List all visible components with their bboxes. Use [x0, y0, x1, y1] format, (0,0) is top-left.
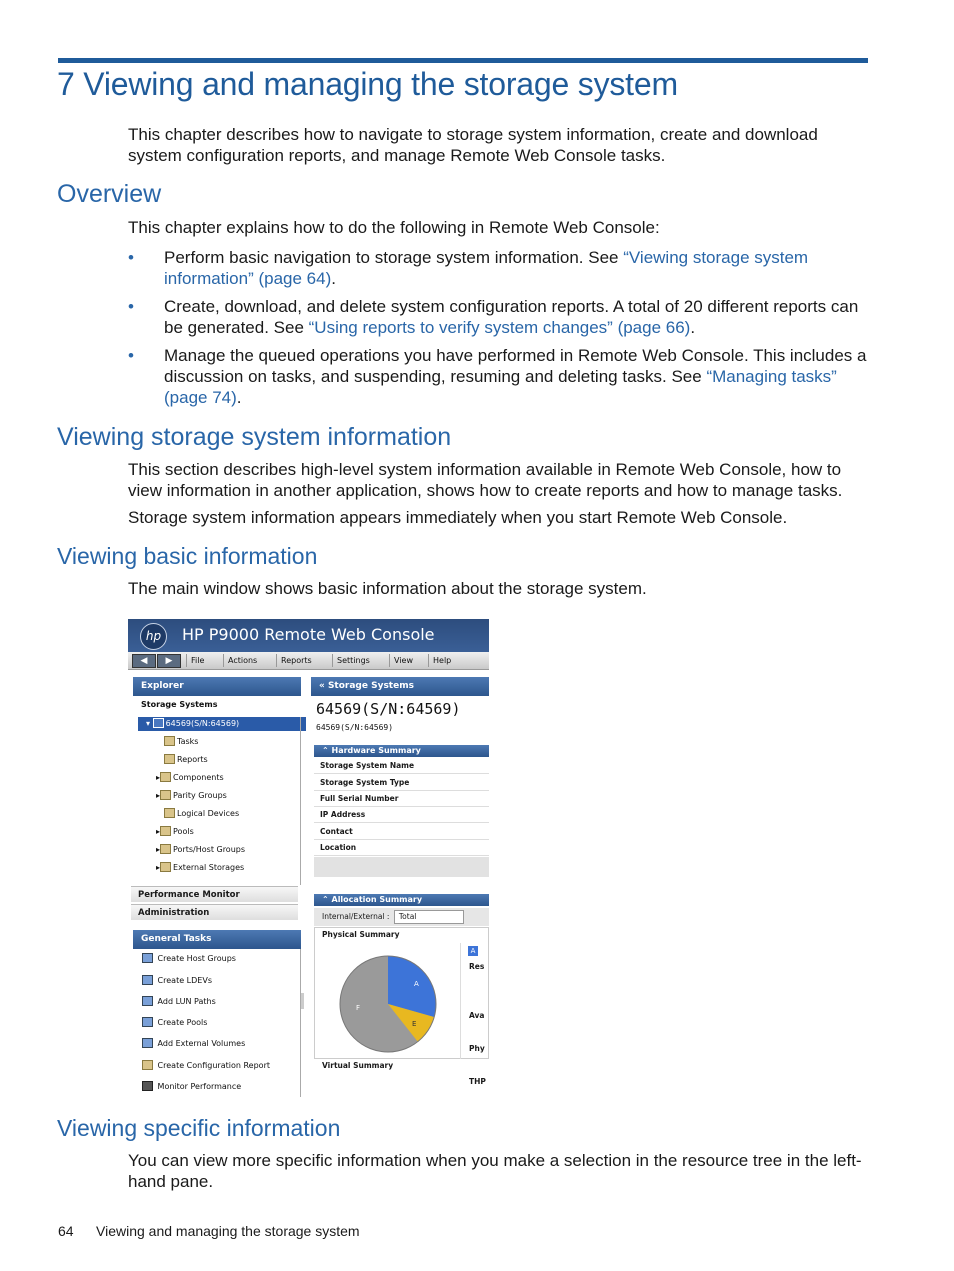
hw-row: Full Serial Number — [314, 791, 489, 807]
logical-devices-icon — [164, 808, 175, 818]
viewing-info-para1: This section describes high-level system information available in Remote Web Console, how to view information in another application, shows how to create reports and how to manage tasks. — [128, 460, 843, 500]
page-footer — [58, 1223, 360, 1239]
tree-item-pools[interactable]: ▸ Pools — [156, 827, 194, 836]
menu-reports[interactable]: Reports — [276, 654, 316, 667]
legend-label: Ava — [469, 1011, 485, 1020]
collapse-icon: ⌃ — [322, 895, 332, 904]
performance-monitor-header[interactable]: Performance Monitor — [131, 886, 298, 902]
ldev-icon — [142, 975, 153, 985]
chapter-rule — [58, 58, 868, 63]
monitor-icon — [142, 1081, 153, 1091]
specific-para: You can view more specific information when you make a selection in the resource tree in the left-hand pane. — [128, 1151, 862, 1191]
pie-label-f: F — [356, 1004, 361, 1012]
menu-actions[interactable]: Actions — [223, 654, 261, 667]
ports-icon — [160, 844, 171, 854]
task-create-host-groups[interactable]: Create Host Groups — [142, 953, 236, 963]
storage-systems-label[interactable]: Storage Systems — [141, 700, 218, 709]
task-create-pools[interactable]: Create Pools — [142, 1017, 207, 1027]
back-arrow-icon[interactable]: ◀ — [132, 654, 156, 668]
storage-icon — [153, 718, 164, 728]
task-monitor-performance[interactable]: Monitor Performance — [142, 1081, 241, 1091]
lun-paths-icon — [142, 996, 153, 1006]
intro-paragraph: This chapter describes how to navigate to storage system information, create and download system configuration reports, and manage Remote Web Console tasks. — [128, 125, 818, 165]
pie-label-e: E — [412, 1020, 417, 1028]
tree-item-tasks[interactable]: Tasks — [164, 736, 198, 746]
virtual-summary-label: Virtual Summary — [322, 1061, 394, 1070]
storage-systems-header[interactable]: « Storage Systems — [311, 677, 489, 696]
external-volumes-icon — [142, 1038, 153, 1048]
pools-icon — [160, 826, 171, 836]
splitter-handle[interactable] — [301, 993, 304, 1009]
pie-label-a: A — [414, 980, 419, 988]
forward-arrow-icon[interactable]: ▶ — [157, 654, 181, 668]
task-add-lun-paths[interactable]: Add LUN Paths — [142, 996, 216, 1006]
menu-bar — [128, 652, 489, 670]
bullet-dot: • — [128, 297, 134, 316]
tree-item-logical-devices[interactable]: Logical Devices — [164, 808, 239, 818]
hw-row: Storage System Type — [314, 775, 489, 791]
tree-item-parity-groups[interactable]: ▸ Parity Groups — [156, 791, 227, 800]
general-tasks-header: General Tasks — [133, 930, 301, 949]
physical-summary-label: Physical Summary — [322, 930, 400, 939]
console-screenshot — [128, 619, 489, 1097]
host-groups-icon — [142, 953, 153, 963]
hw-blank-row — [314, 857, 489, 877]
specific-heading: Viewing specific information — [57, 1115, 341, 1141]
link-viewing-storage[interactable]: “Viewing storage system information” (page 64) — [164, 248, 809, 288]
overview-heading: Overview — [57, 180, 162, 208]
page-number: 64 — [58, 1223, 74, 1239]
system-name-small: 64569(S/N:64569) — [316, 723, 394, 732]
basic-heading: Viewing basic information — [57, 543, 318, 569]
legend-label: THP — [469, 1077, 486, 1086]
link-managing-tasks[interactable]: “Managing tasks” (page 74) — [164, 367, 837, 407]
overview-lead: This chapter explains how to do the following in Remote Web Console: — [128, 218, 660, 237]
viewing-info-para2: Storage system information appears immediately when you start Remote Web Console. — [128, 508, 788, 527]
task-create-ldevs[interactable]: Create LDEVs — [142, 975, 212, 985]
bullet-dot: • — [128, 248, 134, 267]
parity-groups-icon — [160, 790, 171, 800]
viewing-info-heading: Viewing storage system information — [57, 423, 452, 451]
hp-logo: hp — [140, 623, 167, 650]
tasks-border — [300, 949, 301, 1097]
hw-row: Location — [314, 840, 489, 856]
menu-view[interactable]: View — [389, 654, 417, 667]
menu-settings[interactable]: Settings — [332, 654, 374, 667]
explorer-header: Explorer — [133, 677, 301, 696]
system-name-large: 64569(S/N:64569) — [316, 700, 461, 718]
tree-item-components[interactable]: ▸ Components — [156, 773, 224, 782]
menu-file[interactable]: File — [186, 654, 208, 667]
legend-label: Phy — [469, 1044, 485, 1053]
legend-label: Res — [469, 962, 485, 971]
administration-header[interactable]: Administration — [131, 904, 298, 920]
tree-item-external-storages[interactable]: ▸ External Storages — [156, 863, 245, 872]
hw-row: Contact — [314, 824, 489, 840]
console-title: HP P9000 Remote Web Console — [182, 625, 435, 644]
allocation-pie-chart — [336, 952, 440, 1056]
tasks-icon — [164, 736, 175, 746]
menu-help[interactable]: Help — [428, 654, 455, 667]
config-report-icon — [142, 1060, 153, 1070]
external-storages-icon — [160, 862, 171, 872]
chapter-title: 7 Viewing and managing the storage system — [57, 66, 678, 102]
legend-a-icon: A — [468, 946, 478, 956]
link-using-reports[interactable]: “Using reports to verify system changes” (page 66) — [308, 318, 691, 337]
components-icon — [160, 772, 171, 782]
internal-external-label: Internal/External : — [322, 912, 390, 921]
footer-title: Viewing and managing the storage system — [96, 1223, 360, 1239]
reports-icon — [164, 754, 175, 764]
task-add-external-volumes[interactable]: Add External Volumes — [142, 1038, 245, 1048]
pools-task-icon — [142, 1017, 153, 1027]
bullet-dot: • — [128, 346, 134, 365]
collapse-icon: ⌃ — [322, 746, 332, 755]
console-banner — [128, 619, 489, 652]
internal-external-row — [314, 908, 489, 926]
hardware-summary-header[interactable]: ⌃ Hardware Summary — [314, 745, 489, 757]
tree-item-ports[interactable]: ▸ Ports/Host Groups — [156, 845, 246, 854]
tree-border — [300, 717, 301, 885]
tree-item-reports[interactable]: Reports — [164, 754, 208, 764]
task-create-config-report[interactable]: Create Configuration Report — [142, 1060, 270, 1070]
allocation-summary-header[interactable]: ⌃ Allocation Summary — [314, 894, 489, 906]
tree-item-system[interactable]: ▾ 64569(S/N:64569) — [138, 717, 306, 731]
hw-row: IP Address — [314, 807, 489, 823]
hw-row: Storage System Name — [314, 758, 489, 774]
basic-para: The main window shows basic information about the storage system. — [128, 579, 647, 598]
legend-column — [460, 943, 489, 1059]
total-select[interactable]: Total — [394, 910, 464, 924]
